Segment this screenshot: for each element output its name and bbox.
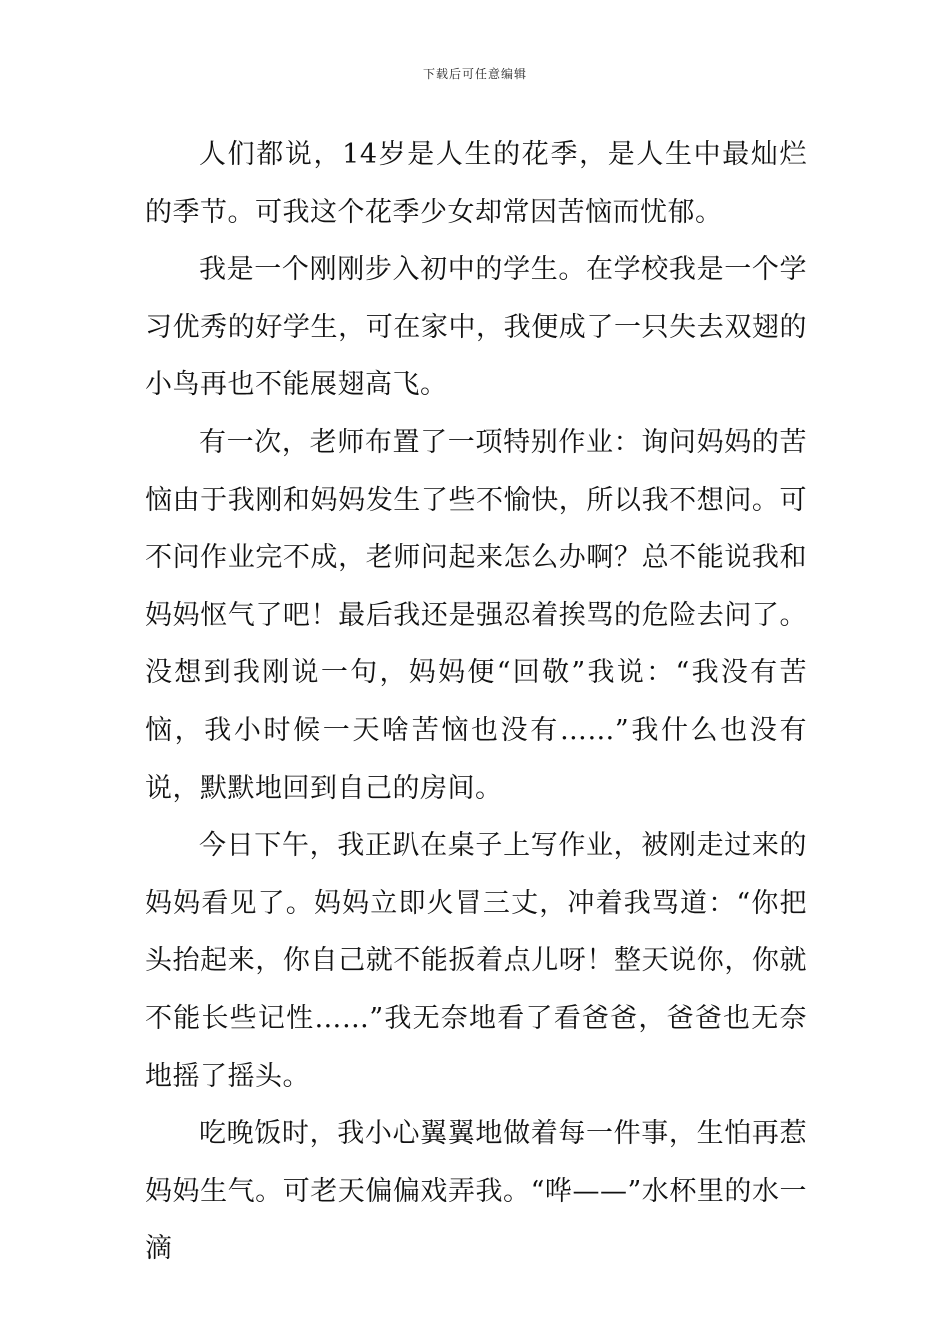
paragraph-5: 吃晚饭时，我小心翼翼地做着每一件事，生怕再惹妈妈生气。可老天偏偏戏弄我。“哗——”水杯里的水一滴 (145, 1118, 807, 1265)
paragraph-2: 我是一个刚刚步入初中的学生。在学校我是一个学习优秀的好学生，可在家中，我便成了一只失去双翅的小鸟再也不能展翅高飞。 (145, 254, 807, 401)
document-body (145, 126, 807, 1278)
paragraph-3: 有一次，老师布置了一项特别作业：询问妈妈的苦恼由于我刚和妈妈发生了些不愉快，所以我不想问。可不问作业完不成，老师问起来怎么办啊？总不能说我和妈妈怄气了吧！最后我还是强忍着挨骂的危险去问了。没想到我刚说一句，妈妈便“回敬”我说：“我没有苦恼，我小时候一天啥苦恼也没有……”我什么也没有说，默默地回到自己的房间。 (145, 426, 807, 804)
page-header: 下载后可任意编辑 (422, 67, 527, 81)
paragraph-1: 人们都说，14岁是人生的花季，是人生中最灿烂的季节。可我这个花季少女却常因苦恼而忧郁。 (145, 139, 807, 228)
paragraph-4: 今日下午，我正趴在桌子上写作业，被刚走过来的妈妈看见了。妈妈立即火冒三丈，冲着我骂道：“你把头抬起来，你自己就不能扳着点儿呀！整天说你，你就不能长些记性……”我无奈地看了看爸爸，爸爸也无奈地摇了摇头。 (145, 830, 807, 1092)
